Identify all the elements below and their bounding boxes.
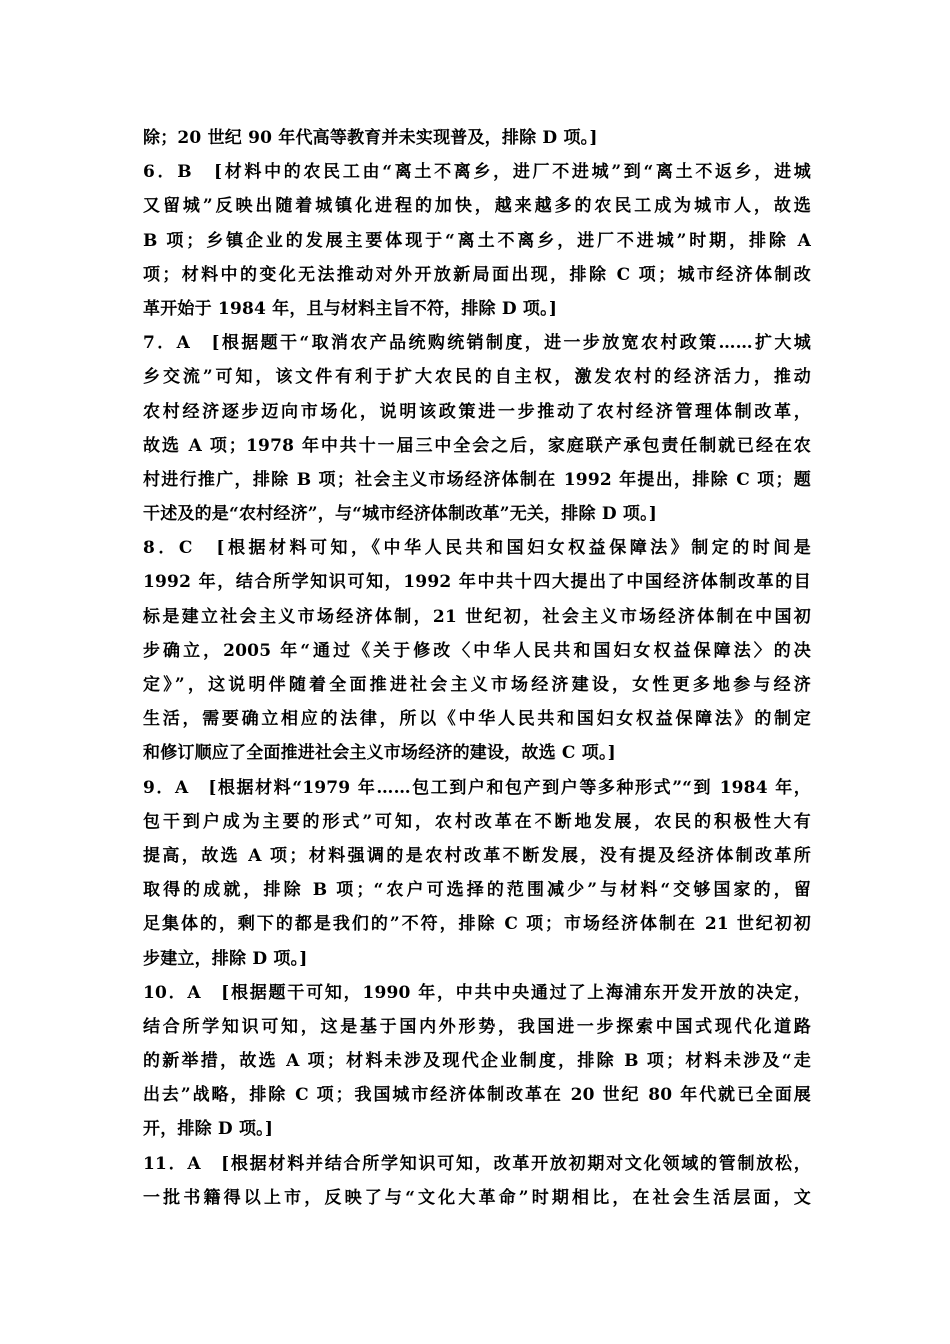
text-line-21: 包干到户成为主要的形式”可知，农村改革在不断地发展，农民的积极性大有 (143, 811, 811, 832)
text-line-12: 干述及的是“农村经济”，与“城市经济体制改革”无关，排除 D 项。] (143, 504, 658, 525)
text-line-3: 又留城”反映出随着城镇化进程的加快，越来越多的农民工成为城市人，故选 (143, 196, 811, 217)
text-line-26: 10．A [根据题干可知，1990 年，中共中央通过了上海浦东开发开放的决定， (143, 982, 811, 1003)
text-line-10: 故选 A 项；1978 年中共十一届三中全会之后，家庭联产承包责任制就已经在农 (143, 435, 811, 456)
text-line-13: 8．C [根据材料可知，《中华人民共和国妇女权益保障法》制定的时间是 (143, 538, 811, 559)
text-line-1: 除；20 世纪 90 年代高等教育并未实现普及，排除 D 项。] (143, 128, 598, 148)
text-line-20: 9．A [根据材料“1979 年……包工到户和包产到户等多种形式”“到 1984 年， (143, 777, 811, 798)
text-line-2: 6．B [材料中的农民工由“离土不离乡，进厂不进城”到“离土不返乡，进城 (143, 162, 811, 183)
text-line-19: 和修订顺应了全面推进社会主义市场经济的建设，故选 C 项。] (143, 743, 616, 764)
text-line-8: 乡交流”可知，该文件有利于扩大农民的自主权，激发农村的经济活力，推动 (143, 367, 811, 388)
text-line-11: 村进行推广，排除 B 项；社会主义市场经济体制在 1992 年提出，排除 C 项；题 (143, 469, 811, 490)
text-line-16: 步确立，2005 年“通过《关于修改〈中华人民共和国妇女权益保障法〉的决 (143, 640, 811, 661)
text-line-14: 1992 年，结合所学知识可知，1992 年中共十四大提出了中国经济体制改革的目 (143, 572, 811, 593)
text-line-7: 7．A [根据题干“取消农产品统购统销制度，进一步放宽农村政策……扩大城 (143, 333, 811, 354)
text-line-5: 项；材料中的变化无法推动对外开放新局面出现，排除 C 项；城市经济体制改 (143, 264, 811, 285)
text-line-25: 步建立，排除 D 项。] (143, 948, 308, 969)
text-line-23: 取得的成就，排除 B 项；“农户可选择的范围减少”与材料“交够国家的，留 (143, 880, 811, 901)
text-line-31: 11．A [根据材料并结合所学知识可知，改革开放初期对文化领域的管制放松， (143, 1153, 811, 1174)
text-line-29: 出去”战略，排除 C 项；我国城市经济体制改革在 20 世纪 80 年代就已全面展 (143, 1085, 811, 1106)
text-line-22: 提高，故选 A 项；材料强调的是农村改革不断发展，没有提及经济体制改革所 (143, 845, 811, 866)
text-line-9: 农村经济逐步迈向市场化，说明该政策进一步推动了农村经济管理体制改革， (143, 401, 811, 422)
text-line-4: B 项；乡镇企业的发展主要体现于“离土不离乡，进厂不进城”时期，排除 A (143, 230, 811, 251)
text-line-24: 足集体的，剩下的都是我们的”不符，排除 C 项；市场经济体制在 21 世纪初初 (143, 914, 811, 935)
answer-explanations (143, 121, 811, 1215)
text-line-27: 结合所学知识可知，这是基于国内外形势，我国进一步探索中国式现代化道路 (143, 1016, 811, 1037)
text-line-30: 开，排除 D 项。] (143, 1119, 274, 1140)
text-line-28: 的新举措，故选 A 项；材料未涉及现代企业制度，排除 B 项；材料未涉及“走 (143, 1051, 811, 1072)
text-line-17: 定》”，这说明伴随着全面推进社会主义市场经济建设，女性更多地参与经济 (143, 675, 811, 695)
text-line-18: 生活，需要确立相应的法律，所以《中华人民共和国妇女权益保障法》的制定 (143, 709, 811, 730)
text-line-6: 革开始于 1984 年，且与材料主旨不符，排除 D 项。] (143, 298, 558, 319)
text-line-32: 一批书籍得以上市，反映了与“文化大革命”时期相比，在社会生活层面，文 (143, 1187, 811, 1208)
text-line-15: 标是建立社会主义市场经济体制，21 世纪初，社会主义市场经济体制在中国初 (143, 606, 811, 627)
